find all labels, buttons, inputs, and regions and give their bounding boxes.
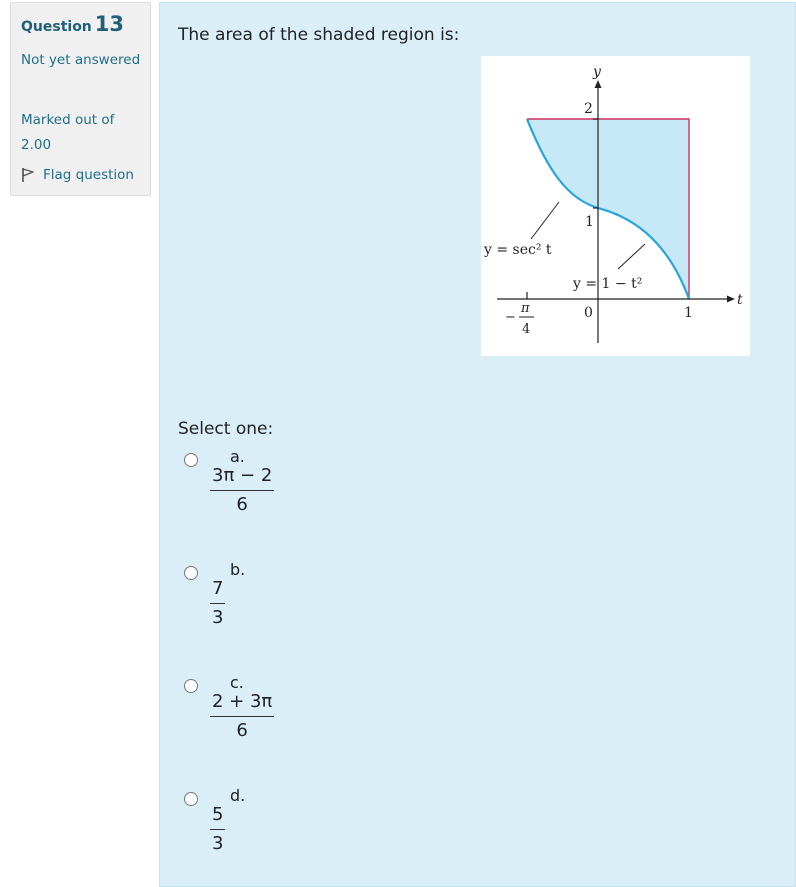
- curve-left-label: y = sec² t: [484, 242, 552, 258]
- option-b-radio[interactable]: [184, 566, 198, 580]
- leader-sec-squared: [531, 202, 559, 239]
- option-d-numerator: 5: [210, 804, 225, 830]
- option-c-fraction: [210, 691, 274, 742]
- neg-pi-denominator: 4: [522, 322, 531, 337]
- t-axis-label: t: [737, 292, 743, 308]
- option-c-numerator: 2 + 3π: [210, 691, 274, 717]
- y-tick-1-label: 1: [585, 214, 594, 230]
- y-axis-arrow: [595, 80, 602, 88]
- flag-icon: [21, 167, 35, 183]
- option-b-numerator: 7: [210, 578, 225, 604]
- option-d-letter: d.: [230, 786, 246, 805]
- question-text: The area of the shaded region is:: [178, 25, 460, 45]
- y-tick-2-label: 2: [584, 101, 593, 117]
- neg-pi-numerator: π: [521, 301, 530, 316]
- option-b-denominator: 3: [212, 607, 224, 628]
- y-axis-label: y: [593, 64, 601, 80]
- option-d-fraction: [210, 804, 225, 855]
- option-c-denominator: 6: [236, 720, 248, 741]
- option-c-radio[interactable]: [184, 679, 198, 693]
- option-d-denominator: 3: [212, 833, 224, 854]
- option-a-denominator: 6: [236, 494, 248, 515]
- t-tick-1-label: 1: [684, 305, 693, 321]
- option-a-fraction: [210, 465, 274, 516]
- graph-svg: [481, 56, 750, 356]
- option-b-letter: b.: [230, 560, 246, 579]
- flag-question-label: Flag question: [43, 167, 134, 183]
- shaded-region: [527, 119, 689, 299]
- leader-one-minus-t-squared: [618, 244, 645, 269]
- option-b-fraction: [210, 578, 225, 629]
- question-state: Not yet answered: [21, 52, 141, 68]
- question-number-value: 13: [94, 12, 125, 36]
- question-info-panel: [10, 2, 151, 196]
- neg-pi-minus: −: [505, 310, 516, 325]
- question-grade: Marked out of 2.00: [21, 112, 115, 153]
- curve-right-label: y = 1 − t²: [573, 276, 643, 292]
- option-d-radio[interactable]: [184, 792, 198, 806]
- flag-question-link[interactable]: [21, 167, 134, 183]
- shaded-region-figure: [481, 56, 750, 356]
- option-a-letter: a.: [230, 447, 245, 466]
- origin-label: 0: [584, 305, 593, 321]
- question-number: [21, 12, 124, 36]
- select-one-prompt: Select one:: [178, 419, 274, 439]
- question-content: [159, 2, 796, 887]
- option-c-letter: c.: [230, 673, 244, 692]
- option-a-numerator: 3π − 2: [210, 465, 274, 491]
- question-label: Question: [21, 19, 92, 35]
- option-a-radio[interactable]: [184, 453, 198, 467]
- t-axis-arrow: [727, 296, 735, 303]
